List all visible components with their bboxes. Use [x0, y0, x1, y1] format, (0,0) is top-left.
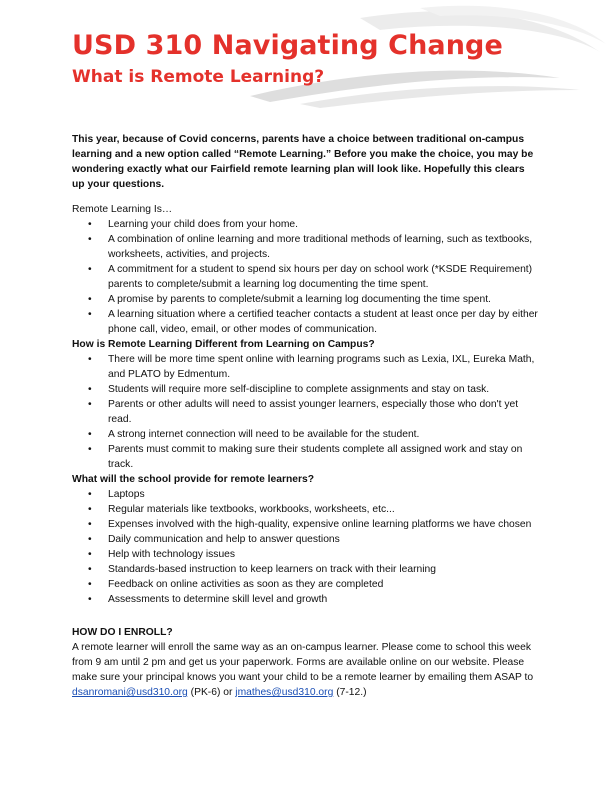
list-item: • Regular materials like textbooks, workbooks, worksheets, etc... [108, 502, 538, 517]
email-link-7-12[interactable]: jmathes@usd310.org [235, 687, 334, 698]
list-item: • There will be more time spent online with learning programs such as Lexia, IXL, Eureka Math, and PLATO by Edmentum. [108, 352, 538, 382]
email-link-pk6[interactable]: dsanromani@usd310.org [72, 687, 188, 698]
page-subtitle: What is Remote Learning? [72, 67, 325, 87]
section-heading: Remote Learning Is… [72, 204, 173, 215]
list-item: • Feedback on online activities as soon as they are completed [108, 577, 538, 592]
document-body [72, 132, 538, 700]
list-item: • Assessments to determine skill level and growth [108, 592, 538, 607]
bullet-list [72, 217, 538, 337]
enroll-text: A remote learner will enroll the same way as an on-campus learner. Please come to school this week from 9 am until 2 pm and get us your paperwork. Forms are available online on our website. Please make sure your principal knows you want your child to be a remote learner by emailing them ASAP to [72, 642, 534, 683]
list-item: • Expenses involved with the high-quality, expensive online learning platforms we have chosen [108, 517, 538, 532]
list-item: • A promise by parents to complete/submit a learning log documenting the time spent. [108, 292, 538, 307]
enroll-text: (7-12.) [333, 687, 367, 698]
list-item: • Laptops [108, 487, 538, 502]
list-item: • A learning situation where a certified teacher contacts a student at least once per day by either phone call, video, email, or other modes of communication. [108, 307, 538, 337]
section-school-provides [72, 472, 538, 607]
list-item: • A commitment for a student to spend six hours per day on school work (*KSDE Requirement) parents to complete/submit a learning log documenting the time spent. [108, 262, 538, 292]
intro-paragraph: This year, because of Covid concerns, parents have a choice between traditional on-campus learning and a new option called “Remote Learning.” Before you make the choice, you may be wondering exactly what our Fairfield remote learning plan will look like. Hopefully this clears up your questions. [72, 134, 534, 190]
list-item: • Parents or other adults will need to assist younger learners, especially those who don't yet read. [108, 397, 538, 427]
section-heading: How is Remote Learning Different from Learning on Campus? [72, 339, 375, 350]
bullet-list [72, 352, 538, 472]
page-header [0, 0, 612, 110]
list-item: • Parents must commit to making sure their students complete all assigned work and stay on track. [108, 442, 538, 472]
section-remote-learning-is [72, 202, 538, 337]
list-item: • Learning your child does from your home. [108, 217, 538, 232]
list-item: • Daily communication and help to answer questions [108, 532, 538, 547]
enroll-paragraph [72, 640, 538, 700]
section-heading: What will the school provide for remote learners? [72, 474, 315, 485]
list-item: • Standards-based instruction to keep learners on track with their learning [108, 562, 538, 577]
list-item: • Students will require more self-discipline to complete assignments and stay on task. [108, 382, 538, 397]
list-item: • A combination of online learning and more traditional methods of learning, such as textbooks, worksheets, activities, and projects. [108, 232, 538, 262]
list-item: • A strong internet connection will need to be available for the student. [108, 427, 538, 442]
section-how-different [72, 337, 538, 472]
enroll-text: (PK-6) or [187, 687, 236, 698]
page-title: USD 310 Navigating Change [72, 30, 503, 61]
enroll-heading: HOW DO I ENROLL? [72, 627, 173, 638]
list-item: • Help with technology issues [108, 547, 538, 562]
bullet-list [72, 487, 538, 607]
